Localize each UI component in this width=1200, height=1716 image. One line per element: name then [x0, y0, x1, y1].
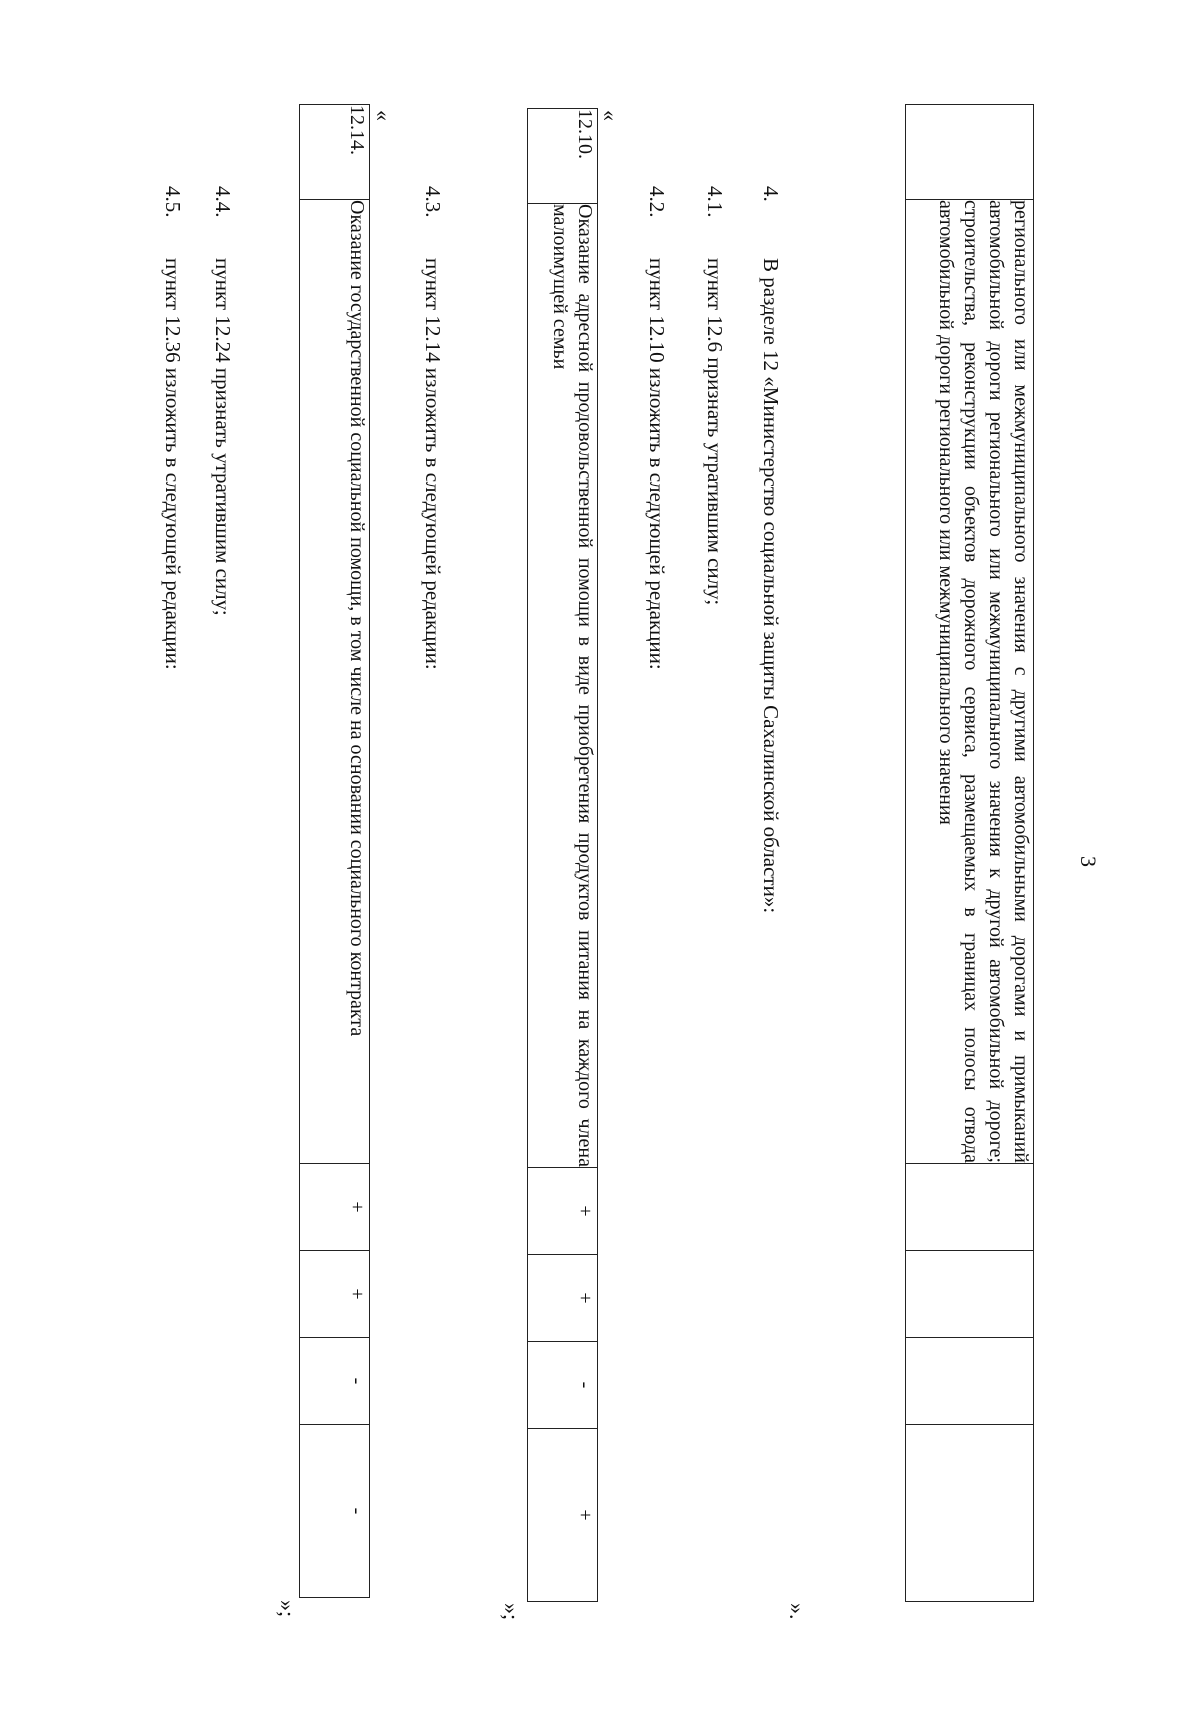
mark-col-4: -	[300, 1425, 370, 1598]
item-number: 4.2.	[645, 186, 669, 218]
item-text: пункт 12.36 изложить в следующей редакции:	[161, 258, 185, 670]
row-number	[906, 105, 1034, 200]
mark-col-3: -	[300, 1338, 370, 1425]
item-text: пункт 12.14 изложить в следующей редакции:	[421, 258, 445, 670]
closing-quote: »;	[275, 1600, 300, 1618]
table-row	[300, 105, 370, 1598]
item-number: 4.4.	[211, 186, 235, 218]
item-number: 4.3.	[421, 186, 445, 218]
page-number: 3	[1076, 856, 1101, 867]
row-number: 12.14.	[300, 105, 370, 200]
item-text: пункт 12.10 изложить в следующей редакции:	[645, 258, 669, 670]
row-number: 12.10.	[528, 109, 598, 204]
item-text: пункт 12.6 признать утратившим силу;	[703, 258, 727, 606]
table-row	[528, 109, 598, 1602]
row-text: Оказание адресной продовольственной помощи в виде приобретения продуктов питания на каждого члена малоимущей семьи	[528, 204, 598, 1168]
row-text: Оказание государственной социальной помощи, в том числе на основании социального контракта	[300, 200, 370, 1164]
mark-col-2: +	[528, 1255, 598, 1342]
mark-col-4	[906, 1425, 1034, 1602]
table-row	[906, 105, 1034, 1602]
mark-col-1: +	[528, 1168, 598, 1255]
closing-quote: ».	[785, 1603, 810, 1620]
closing-quote: »;	[499, 1603, 524, 1621]
mark-col-2: +	[300, 1251, 370, 1338]
table-12-14	[299, 104, 370, 1598]
item-number: 4.5.	[161, 186, 185, 218]
table-continuation	[905, 104, 1034, 1602]
opening-quote: «	[371, 110, 396, 121]
item-number: 4.	[759, 186, 783, 202]
mark-col-2	[906, 1251, 1034, 1338]
mark-col-3: -	[528, 1342, 598, 1429]
item-text: пункт 12.24 признать утратившим силу;	[211, 258, 235, 616]
mark-col-1	[906, 1164, 1034, 1251]
table-12-10	[527, 108, 598, 1602]
mark-col-1: +	[300, 1164, 370, 1251]
row-text: регионального или межмуниципального значения с другими автомобильными дорогами и примыканий автомобильной дороги регионального или межмуниципального значения к другой автомобильной дороге; строительства, реконструкции объектов дорожного сервиса, размещаемых в границах полосы отвода автомобильной дороги регионального или межмуниципального значения	[906, 200, 1034, 1164]
opening-quote: «	[598, 110, 623, 121]
mark-col-4: +	[528, 1429, 598, 1602]
mark-col-3	[906, 1338, 1034, 1425]
item-text: В разделе 12 «Министерство социальной защиты Сахалинской области»:	[759, 258, 783, 914]
item-number: 4.1.	[703, 186, 727, 218]
